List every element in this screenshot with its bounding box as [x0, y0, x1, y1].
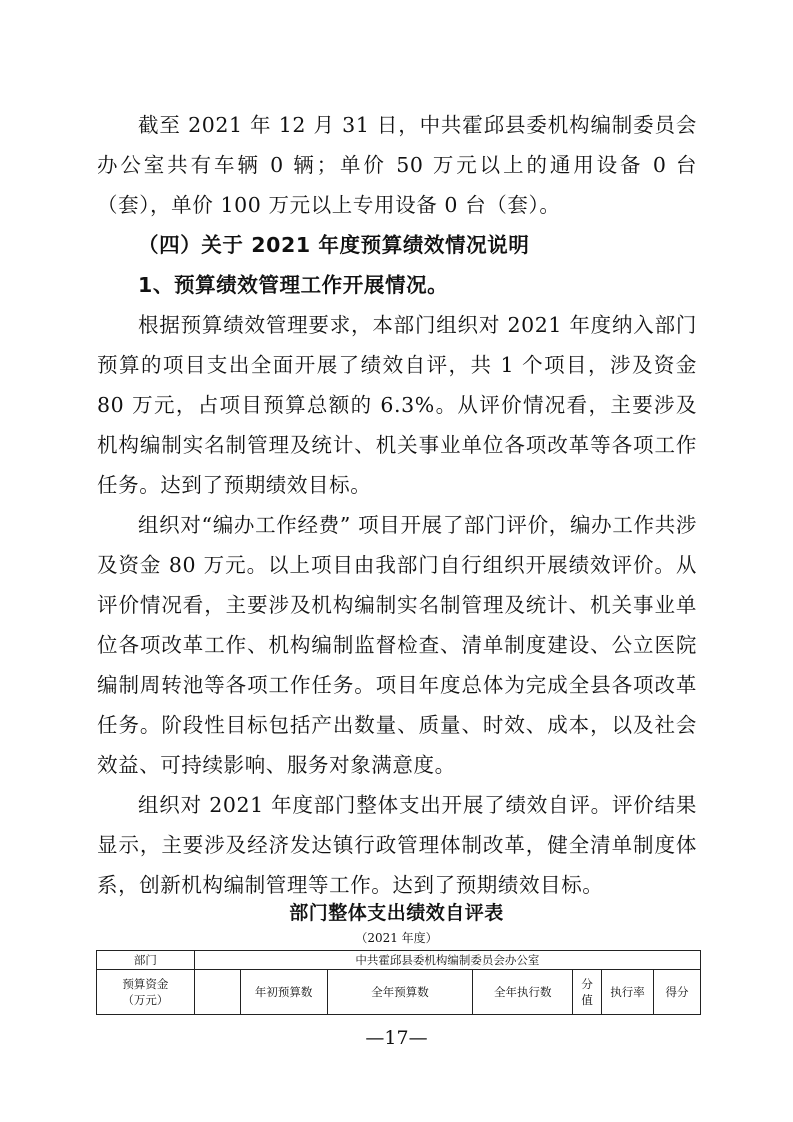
table-year: （2021 年度）: [355, 931, 438, 945]
department-value-cell: 中共霍邱县委机构编制委员会办公室: [194, 951, 700, 970]
table-row: [97, 970, 701, 1015]
department-label-cell: 部门: [97, 951, 195, 970]
points-header: 得分: [654, 970, 701, 1015]
performance-evaluation-table: [96, 950, 701, 1015]
page-number: —17—: [365, 1027, 428, 1049]
subsection-heading-management: 1、预算绩效管理工作开展情况。: [138, 273, 449, 297]
initial-budget-header: 年初预算数: [240, 970, 327, 1015]
paragraph-overall-evaluation: 组织对 2021 年度部门整体支出开展了绩效自评。评价结果显示，主要涉及经济发达镇行政管理体制改革，健全清单制度体系，创新机构编制管理等工作。达到了预期绩效目标。: [97, 793, 697, 897]
body-text: [97, 105, 697, 905]
budget-funds-label-line2: （万元）: [122, 993, 169, 1007]
score-weight-line1: 分: [581, 977, 593, 991]
table-row: [97, 951, 701, 970]
full-year-executed-header: 全年执行数: [473, 970, 573, 1015]
full-year-budget-header: 全年预算数: [327, 970, 473, 1015]
paragraph-vehicles: 截至 2021 年 12 月 31 日，中共霍邱县委机构编制委员会办公室共有车辆 0 辆；单价 50 万元以上的通用设备 0 台（套），单价 100 万元以上专用设备 0 台（套）。: [97, 113, 697, 217]
budget-funds-label-cell: [97, 970, 195, 1015]
score-weight-line2: 值: [581, 993, 593, 1007]
table-title: 部门整体支出绩效自评表: [289, 902, 504, 924]
execution-rate-header: 执行率: [602, 970, 654, 1015]
paragraph-self-evaluation: 根据预算绩效管理要求，本部门组织对 2021 年度纳入部门预算的项目支出全面开展了绩效自评，共 1 个项目，涉及资金 80 万元，占项目预算总额的 6.3%。从评价情况看，主要涉及机构编制实名制管理及统计、机关事业单位各项改革等各项工作任务。达到了预期绩效目标。: [97, 313, 697, 497]
score-weight-header: [573, 970, 602, 1015]
blank-cell: [194, 970, 240, 1015]
budget-funds-label-line1: 预算资金: [122, 977, 169, 991]
paragraph-project-evaluation: 组织对“编办工作经费” 项目开展了部门评价，编办工作共涉及资金 80 万元。以上项目由我部门自行组织开展绩效评价。从评价情况看，主要涉及机构编制实名制管理及统计、机关事业单位各项改革工作、机构编制监督检查、清单制度建设、公立医院编制周转池等各项工作任务。项目年度总体为完成全县各项改革任务。阶段性目标包括产出数量、质量、时效、成本，以及社会效益、可持续影响、服务对象满意度。: [97, 513, 697, 777]
section-heading-performance: （四）关于 2021 年度预算绩效情况说明: [138, 233, 530, 257]
